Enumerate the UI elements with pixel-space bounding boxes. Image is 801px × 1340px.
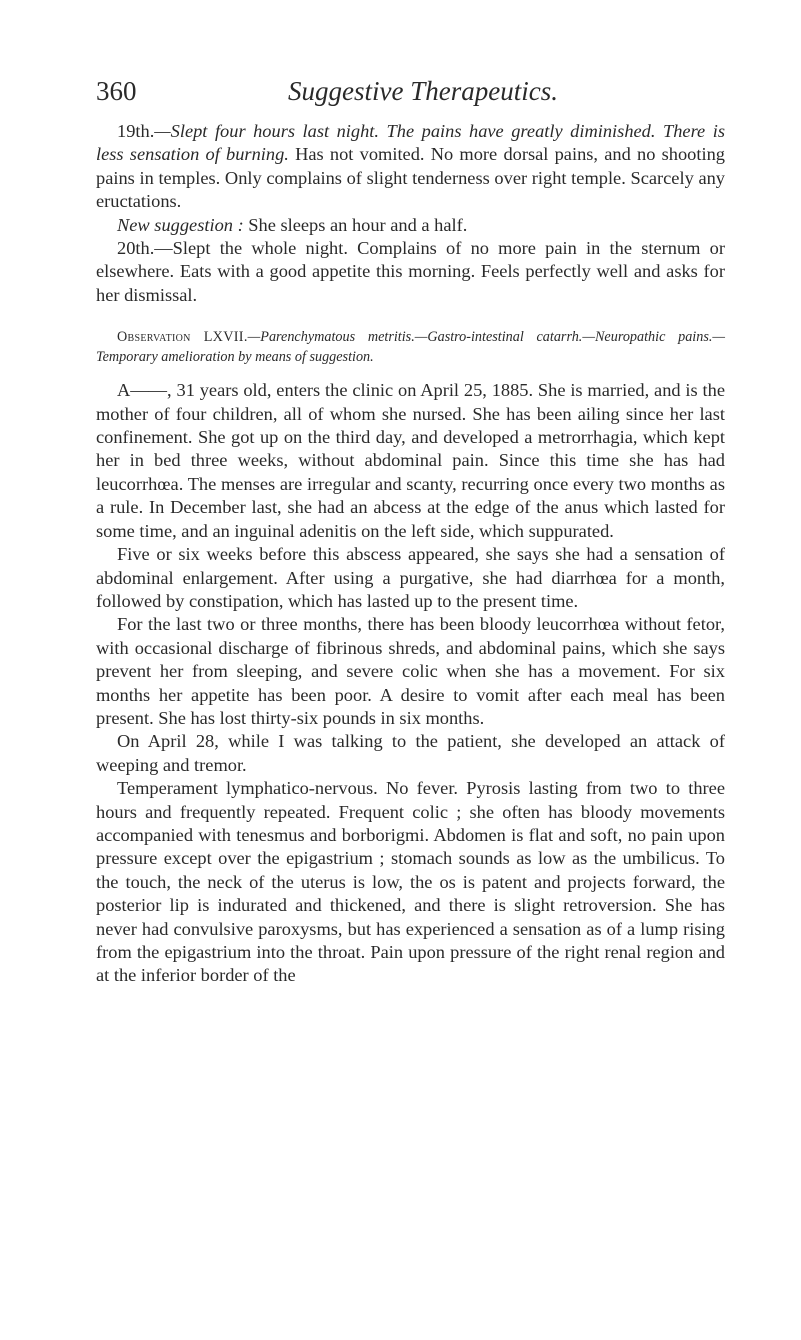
running-title: Suggestive Therapeutics.	[288, 76, 558, 106]
observation-title: —Parenchymatous metritis.—Gastro-intestinal catarrh.—Neuropathic pains.—Temporary amelioration by means of suggestion.	[96, 329, 726, 366]
paragraph: For the last two or three months, there has been bloody leucorrhœa without fetor, with occasional discharge of fibrinous shreds, and abdominal pains, which she says prevent her from sleeping, and severe colic when she has a movement. For six months her appetite has been poor. A desire to vomit after each meal has been present. She has lost thirty-six pounds in six months.	[96, 614, 725, 728]
new-suggestion-line	[96, 214, 725, 237]
page-number: 360	[96, 76, 137, 106]
entry-italic-lead: —Slept four hours last night. The pains have greatly diminished. There is less sensation of burning.	[96, 121, 725, 165]
entry-19th	[96, 120, 725, 214]
new-suggestion-text: She sleeps an hour and a half.	[243, 214, 468, 235]
page-header	[96, 72, 696, 112]
paragraph: Five or six weeks before this abscess appeared, she says she had a sensation of abdominal enlargement. After using a purgative, she had diarrhœa for a month, followed by constipation, which has lasted up to the present time.	[96, 544, 725, 611]
section-gap	[96, 307, 725, 327]
page-body	[96, 120, 725, 988]
paragraph: Temperament lymphatico-nervous. No fever. Pyrosis lasting from two to three hours and frequently repeated. Frequent colic ; she often has bloody movements accompanied with tenesmus and borborigmi. Abdomen is flat and soft, no pain upon pressure except over the epigastrium ; stomach sounds as low as the umbilicus. To the touch, the neck of the uterus is low, the os is patent and projects forward, the posterior lip is indurated and thickened, and there is slight retroversion. She has never had convulsive paroxysms, but has experienced a sensation as of a lump rising from the epigastrium into the throat. Pain upon pressure of the right renal region and at the inferior border of the	[96, 778, 725, 986]
observation-heading	[96, 327, 725, 367]
section-gap	[96, 367, 725, 379]
entry-text: Has not vomited. No more dorsal pains, and no shooting pains in temples. Only complains of slight tenderness over right temple. Scarcely any eructations.	[96, 144, 725, 212]
entry-date: 19th.	[117, 121, 155, 141]
paragraph: On April 28, while I was talking to the patient, she developed an attack of weeping and tremor.	[96, 731, 725, 775]
paragraph: A——, 31 years old, enters the clinic on April 25, 1885. She is married, and is the mother of four children, all of whom she nursed. She has been ailing since her last confinement. She got up on the third day, and developed a metrorrhagia, which kept her in bed three weeks, without abdominal pain. Since this time she has had leucorrhœa. The menses are irregular and scanty, recurring once every two months as a rule. In December last, she had an abcess at the edge of the anus which lasted for some time, and an inguinal adenitis on the left side, which suppurated.	[96, 380, 725, 541]
observation-label: Observation LXVII.	[117, 329, 248, 346]
new-suggestion-label: New suggestion :	[117, 214, 244, 235]
entry-20th: 20th.—Slept the whole night. Complains of no more pain in the sternum or elsewhere. Eats with a good appetite this morning. Feels perfectly well and asks for her dismissal.	[96, 238, 725, 305]
